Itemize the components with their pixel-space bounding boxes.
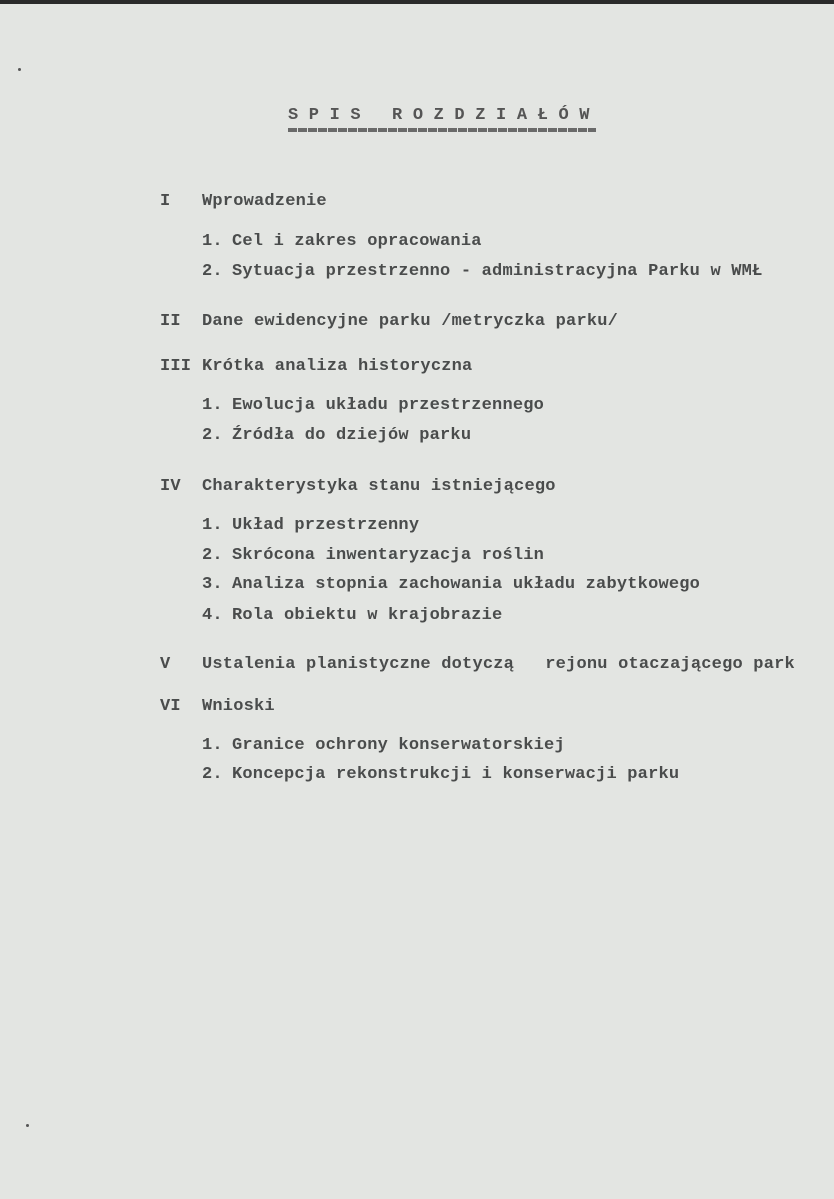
item-text: Koncepcja rekonstrukcji i konserwacji parku [232,765,680,784]
item-number: 1. [202,516,223,535]
item-text: Sytuacja przestrzenno - administracyjna Parku w WMŁ [232,262,763,281]
chapter-numeral: I [160,192,171,211]
chapter-numeral: III [160,357,192,376]
title-underline [288,128,596,132]
item-number: 3. [202,575,223,594]
chapter-title: Dane ewidencyjne parku /metryczka parku/ [202,312,619,331]
page-title: S P I S R O Z D Z I A Ł Ó W [288,106,590,125]
chapter-title: Wprowadzenie [202,192,327,211]
chapter-title: Ustalenia planistyczne dotyczą rejonu otaczającego park [202,655,795,674]
chapter-numeral: IV [160,477,181,496]
item-text: Źródła do dziejów parku [232,426,472,445]
item-text: Skrócona inwentaryzacja roślin [232,546,545,565]
chapter-title: Charakterystyka stanu istniejącego [202,477,556,496]
item-number: 1. [202,736,223,755]
item-number: 1. [202,396,223,415]
chapter-numeral: II [160,312,181,331]
item-text: Rola obiektu w krajobrazie [232,606,503,625]
item-number: 2. [202,546,223,565]
item-number: 2. [202,765,223,784]
chapter-title: Wnioski [202,697,275,716]
scan-speck [18,68,21,71]
item-text: Granice ochrony konserwatorskiej [232,736,565,755]
chapter-title: Krótka analiza historyczna [202,357,473,376]
item-number: 2. [202,262,223,281]
item-text: Układ przestrzenny [232,516,420,535]
item-number: 1. [202,232,223,251]
item-text: Ewolucja układu przestrzennego [232,396,545,415]
item-number: 2. [202,426,223,445]
item-number: 4. [202,606,223,625]
chapter-numeral: V [160,655,171,674]
item-text: Analiza stopnia zachowania układu zabytkowego [232,575,701,594]
chapter-numeral: VI [160,697,181,716]
item-text: Cel i zakres opracowania [232,232,482,251]
scan-speck [26,1124,29,1127]
scan-edge [0,0,834,4]
